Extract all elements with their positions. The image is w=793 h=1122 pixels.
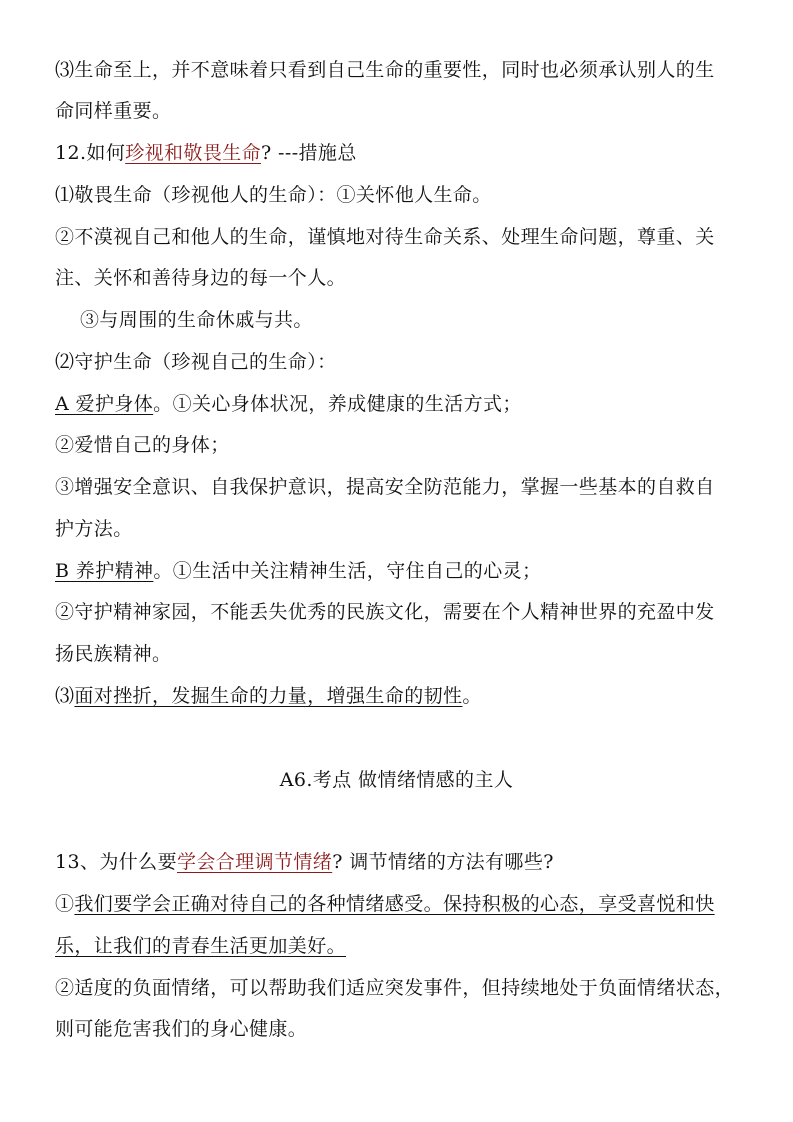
text-line: 护方法。 — [55, 518, 133, 540]
text-line — [55, 890, 745, 918]
text-line: ⑴敬畏生命（珍视他人的生命）：①关怀他人生命。 — [55, 184, 492, 206]
underlined-term: B 养护精神 — [55, 560, 154, 582]
question-12-prefix: 12.如何 — [55, 142, 126, 164]
question-13-suffix: ? 调节情绪的方法有哪些? — [332, 851, 554, 873]
text-line: ②爱惜自己的身体； — [55, 434, 230, 456]
text-line: ②守护精神家园，不能丢失优秀的民族文化，需要在个人精神世界的充盈中发 — [55, 601, 715, 623]
underlined-term: A 爱护身体 — [55, 393, 154, 415]
question-13-prefix: 13、为什么要 — [55, 851, 177, 873]
section-heading: A6.考点 做情绪情感的主人 — [279, 769, 514, 791]
text-span: ① — [55, 893, 75, 915]
question-12 — [55, 139, 745, 167]
question-12-link[interactable]: 珍视和敬畏生命 — [125, 142, 262, 164]
text-line: ②适度的负面情绪，可以帮助我们适应突发事件，但持续地处于负面情绪状态， — [55, 977, 735, 999]
text-span: 。①生活中关注精神生活，守住自己的心灵； — [153, 560, 542, 582]
underlined-phrase: 面对挫折，发掘生命的力量，增强生命的韧性 — [74, 685, 463, 707]
text-span: 。①关心身体状况，养成健康的生活方式； — [153, 393, 522, 415]
text-line: 则可能危害我们的身心健康。 — [55, 1018, 308, 1040]
text-line: 注、关怀和善待身边的每一个人。 — [55, 267, 347, 289]
text-span: ⑶ — [55, 685, 75, 707]
text-line: ②不漠视自己和他人的生命，谨慎地对待生命关系、处理生命问题，尊重、关 — [55, 226, 715, 248]
text-line — [55, 932, 745, 960]
question-13-link[interactable]: 学会合理调节情绪 — [176, 851, 333, 873]
text-line — [55, 557, 745, 585]
text-line: 命同样重要。 — [55, 100, 172, 122]
underlined-phrase: 我们要学会正确对待自己的各种情绪感受。保持积极的心态，享受喜悦和快 — [74, 893, 715, 915]
underlined-phrase: 乐，让我们的青春生活更加美好。 — [55, 935, 347, 957]
text-line — [55, 682, 745, 710]
text-line: ③与周围的生命休戚与共。 — [80, 309, 313, 331]
question-12-suffix: ? ---措施总 — [261, 142, 357, 164]
text-line: ③增强安全意识、自我保护意识，提高安全防范能力，掌握一些基本的自救自 — [55, 476, 715, 498]
text-line: 扬民族精神。 — [55, 643, 172, 665]
question-13 — [55, 848, 745, 876]
text-span: 。 — [462, 685, 482, 707]
text-line: ⑶生命至上，并不意味着只看到自己生命的重要性，同时也必须承认别人的生 — [55, 59, 715, 81]
text-line — [55, 390, 745, 418]
text-line: ⑵守护生命（珍视自己的生命）： — [55, 351, 337, 373]
